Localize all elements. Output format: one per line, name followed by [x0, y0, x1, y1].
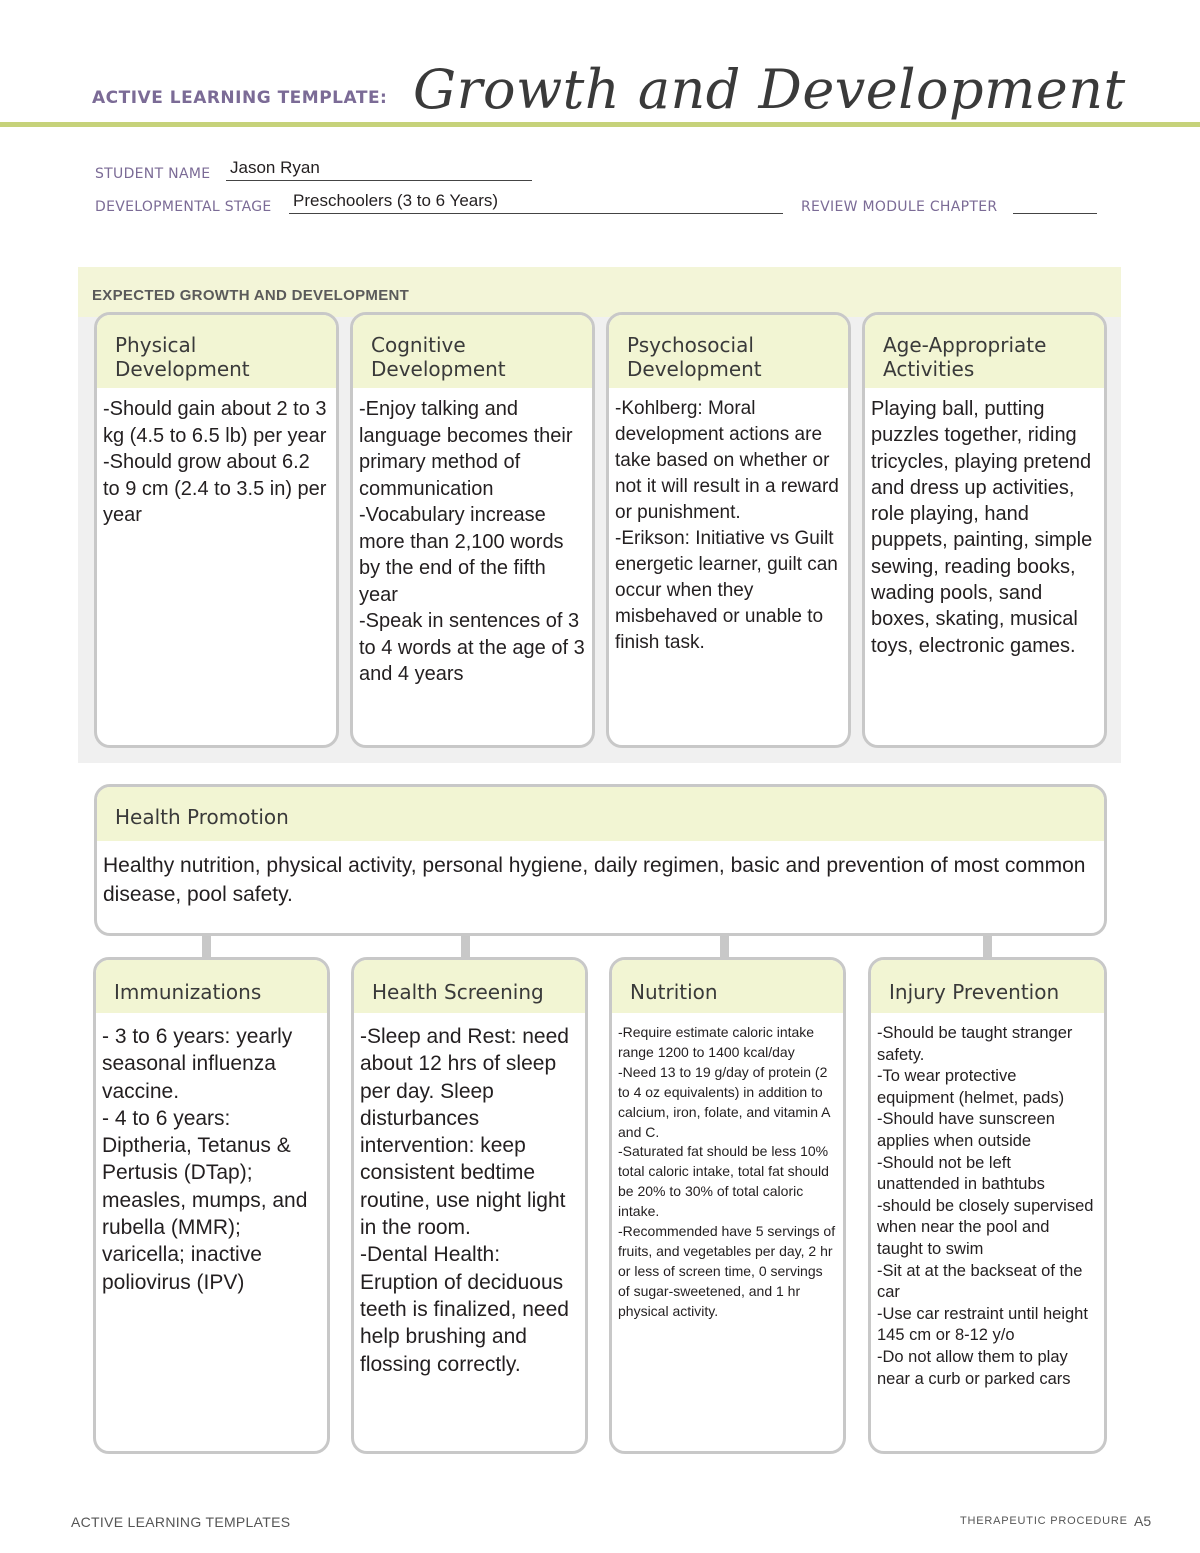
card-title: Cognitive Development	[353, 315, 592, 388]
developmental-stage-field[interactable]	[289, 189, 783, 214]
card-body: -Should gain about 2 to 3 kg (4.5 to 6.5 lb) per year -Should grow about 6.2 to 9 cm (2.4 to 3.5 in) per year	[103, 398, 327, 526]
health-screening-card	[351, 957, 588, 1454]
student-name-field[interactable]	[226, 156, 532, 181]
card-body: -Sleep and Rest: need about 12 hrs of sleep per day. Sleep disturbances intervention: keep consistent bedtime routine, use night light in the room. -Dental Health: Eruption of deciduous teeth is finalized, need help brushing and flossing correctly.	[360, 1025, 569, 1376]
header-rule	[0, 122, 1200, 127]
injury-prevention-card	[868, 957, 1107, 1454]
review-module-chapter-field[interactable]	[1013, 189, 1097, 214]
card-title: Immunizations	[96, 960, 327, 1013]
connector	[983, 935, 992, 957]
student-name-label: STUDENT NAME	[95, 166, 211, 182]
immunizations-card	[93, 957, 330, 1454]
connector	[461, 935, 470, 957]
expected-growth-title: EXPECTED GROWTH AND DEVELOPMENT	[92, 287, 410, 304]
developmental-stage-value: Preschoolers (3 to 6 Years)	[293, 191, 499, 210]
card-body: -Kohlberg: Moral development actions are take based on whether or not it will result in a reward or punishment. -Erikson: Initiative vs Guilt energetic learner, guilt can occur when they misbehaved or unable to finish task.	[615, 398, 839, 653]
psychosocial-development-card	[606, 312, 851, 748]
connector	[202, 935, 211, 957]
page-number: A5	[1134, 1513, 1152, 1529]
card-title: Health Screening	[354, 960, 585, 1013]
physical-development-card	[94, 312, 339, 748]
card-title: Injury Prevention	[871, 960, 1104, 1013]
cognitive-development-card	[350, 312, 595, 748]
card-body: Playing ball, putting puzzles together, riding tricycles, playing pretend and dress up activities, role playing, hand puppets, painting, simple sewing, reading books, wading pools, sand boxes, skating, musical toys, electronic games.	[871, 398, 1093, 657]
card-title: Physical Development	[97, 315, 336, 388]
card-title: Psychosocial Development	[609, 315, 848, 388]
card-body: -Enjoy talking and language becomes their primary method of communication -Vocabulary increase more than 2,100 words by the end of the fifth year -Speak in sentences of 3 to 4 words at the age of 3 and 4 years	[359, 398, 585, 685]
card-body: Healthy nutrition, physical activity, personal hygiene, daily regimen, basic and prevention of most common disease, pool safety.	[103, 854, 1086, 906]
footer-right: THERAPEUTIC PROCEDURE	[960, 1515, 1128, 1527]
health-promotion-card	[94, 784, 1107, 936]
review-module-chapter-label: REVIEW MODULE CHAPTER	[801, 199, 998, 215]
card-body: -Should be taught stranger safety. -To wear protective equipment (helmet, pads) -Should have sunscreen applies when outside -Should not be left unattended in bathtubs -should be closely supervised when near the pool and taught to swim -Sit at at the backseat of the car -Use car restraint until height 145 cm or 8-12 y/o -Do not allow them to play near a curb or parked cars	[877, 1024, 1094, 1388]
card-body: -Require estimate caloric intake range 1200 to 1400 kcal/day -Need 13 to 19 g/day of protein (2 to 4 oz equivalents) in addition to calcium, iron, folate, and vitamin A and C. -Saturated fat should be less 10% total caloric intake, total fat should be 20% to 30% of total caloric intake. -Recommended have 5 servings of fruits, and vegetables per day, 2 hr or less of screen time, 0 servings of sugar-sweetened, and 1 hr physical activity.	[618, 1024, 836, 1319]
nutrition-card	[609, 957, 846, 1454]
card-title: Age-Appropriate Activities	[865, 315, 1104, 388]
connector	[720, 935, 729, 957]
developmental-stage-label: DEVELOPMENTAL STAGE	[95, 199, 272, 215]
card-title: Nutrition	[612, 960, 843, 1013]
page-title: Growth and Development	[413, 58, 1126, 121]
age-appropriate-activities-card	[862, 312, 1107, 748]
template-label: ACTIVE LEARNING TEMPLATE:	[92, 88, 388, 108]
student-name-value: Jason Ryan	[230, 158, 320, 177]
card-body: - 3 to 6 years: yearly seasonal influenza vaccine. - 4 to 6 years: Diptheria, Tetanus & Pertusis (DTap); measles, mumps, and rubella (MMR); varicella; inactive poliovirus (IPV)	[102, 1025, 308, 1294]
footer-left: ACTIVE LEARNING TEMPLATES	[71, 1514, 291, 1530]
card-title: Health Promotion	[97, 787, 1104, 841]
